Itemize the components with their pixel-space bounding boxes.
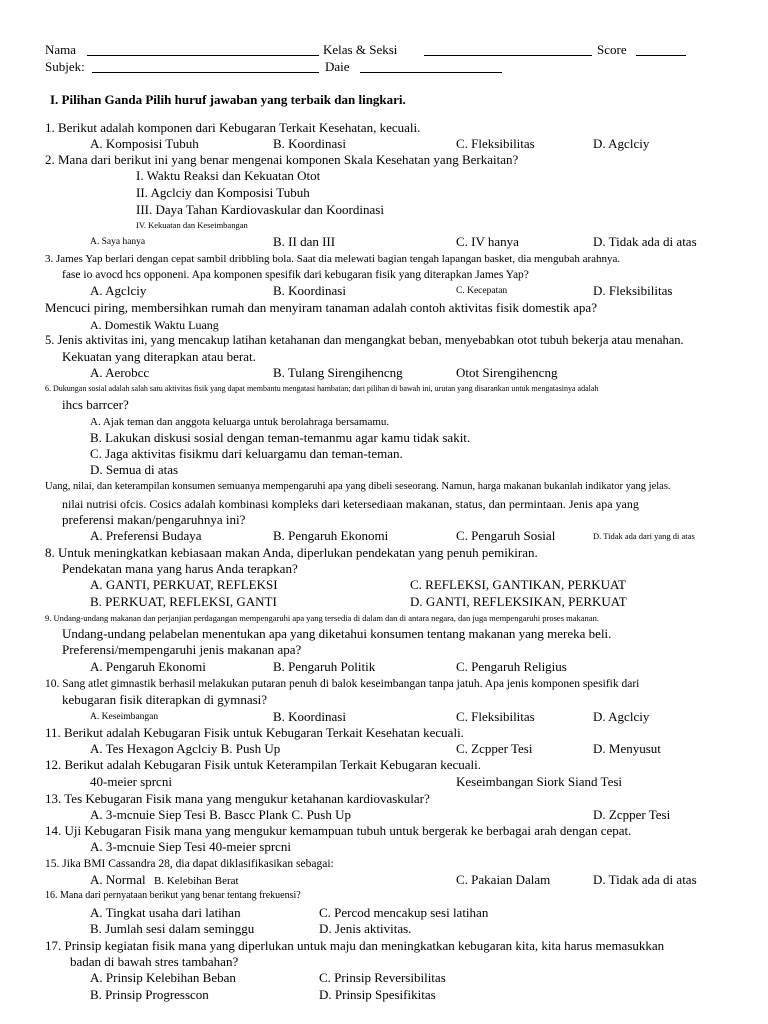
q10-option-d[interactable]: D. Agclciy: [593, 709, 650, 724]
q1-option-d[interactable]: D. Agclciy: [593, 136, 650, 151]
question-8-line-2: Pendekatan mana yang harus Anda terapkan?: [62, 561, 298, 576]
q6-option-b[interactable]: B. Lakukan diskusi sosial dengan teman-temanmu agar kamu tidak sakit.: [90, 430, 471, 445]
q9-option-b[interactable]: B. Pengaruh Politik: [273, 659, 376, 674]
q7-option-d[interactable]: D. Tidak ada dari yang di atas: [593, 531, 695, 541]
q17-option-c[interactable]: C. Prinsip Reversibilitas: [319, 970, 446, 985]
q1-option-c[interactable]: C. Fleksibilitas: [456, 136, 535, 151]
question-8-line-1: 8. Untuk meningkatkan kebiasaan makan Anda, diperlukan pendekatan yang penuh pemikiran.: [45, 545, 538, 560]
question-12: 12. Berikut adalah Kebugaran Fisik untuk Keterampilan Terkait Kebugaran kecuali.: [45, 757, 482, 772]
question-9-line-1: 9. Undang-undang makanan dan perjanjian perdagangan mempengaruhi apa yang tersedia di dalam dan di antara negara, dan juga mempengaruhi proses makanan.: [45, 613, 599, 623]
q4-option-a[interactable]: A. Domestik Waktu Luang: [90, 318, 219, 332]
q11-option-c[interactable]: C. Zcpper Tesi: [456, 741, 533, 756]
q1-option-a[interactable]: A. Komposisi Tubuh: [90, 136, 199, 151]
score-blank[interactable]: [636, 55, 686, 56]
question-6-line-1: 6. Dukungan sosial adalah salah satu aktivitas fisik yang dapat membantu mengatasi hambatan; dari pilihan di bawah ini, urutan yang disarankan untuk mengatasinya adalah: [45, 384, 599, 393]
q11-option-d[interactable]: D. Menyusut: [593, 741, 661, 756]
q8-option-a[interactable]: A. GANTI, PERKUAT, REFLEKSI: [90, 577, 278, 592]
q6-option-a[interactable]: A. Ajak teman dan anggota keluarga untuk berolahraga bersamamu.: [90, 416, 390, 428]
question-9-line-3: Preferensi/mempengaruhi jenis makanan apa?: [62, 642, 302, 657]
question-3-line-1: 3. James Yap berlari dengan cepat sambil dribbling bola. Saat dia melewati bagian tengah lapangan basket, dia mengubah arahnya.: [45, 253, 621, 265]
question-2: 2. Mana dari berikut ini yang benar mengenai komponen Skala Kesehatan yang Berkaitan?: [45, 152, 519, 167]
q17-option-d[interactable]: D. Prinsip Spesifikitas: [319, 987, 436, 1002]
q12-option-a[interactable]: 40-meier sprcni: [90, 774, 172, 789]
q15-option-a[interactable]: A. Normal: [90, 872, 146, 887]
question-9-line-2: Undang-undang pelabelan menentukan apa yang diketahui konsumen tentang makanan yang mereka beli.: [62, 626, 612, 641]
q16-option-c[interactable]: C. Percod mencakup sesi latihan: [319, 905, 489, 920]
q2-statement-4: IV. Kekuatan dan Keseimbangan: [136, 220, 248, 230]
kelas-blank[interactable]: [424, 55, 592, 56]
q15-option-d[interactable]: D. Tidak ada di atas: [593, 872, 697, 887]
q13-option-abc[interactable]: A. 3-mcnuie Siep Tesi B. Bascc Plank C. Push Up: [90, 807, 352, 822]
nama-blank[interactable]: [87, 55, 319, 56]
question-11: 11. Berikut adalah Kebugaran Fisik untuk Kebugaran Terkait Kesehatan kecuali.: [45, 725, 464, 740]
question-3-line-2: fase io avocd hcs opponeni. Apa komponen spesifik dari kebugaran fisik yang diterapkan James Yap?: [62, 269, 529, 281]
question-7-line-3: preferensi makan/pengaruhnya ini?: [62, 512, 246, 527]
q7-option-c[interactable]: C. Pengaruh Sosial: [456, 528, 556, 543]
q17-option-a[interactable]: A. Prinsip Kelebihan Beban: [90, 970, 236, 985]
q5-option-c[interactable]: Otot Sirengihencng: [456, 365, 558, 380]
q2-statement-3: III. Daya Tahan Kardiovaskular dan Koordinasi: [136, 202, 384, 217]
question-1: 1. Berikut adalah komponen dari Kebugaran Terkait Kesehatan, kecuali.: [45, 120, 421, 135]
question-10-line-1: 10. Sang atlet gimnastik berhasil melakukan putaran penuh di balok keseimbangan tanpa jatuh. Apa jenis komponen spesifik dari: [45, 678, 640, 690]
q1-option-b[interactable]: B. Koordinasi: [273, 136, 346, 151]
q2-statement-1: I. Waktu Reaksi dan Kekuatan Otot: [136, 168, 321, 183]
q3-option-b[interactable]: B. Koordinasi: [273, 283, 346, 298]
question-10-line-2: kebugaran fisik diterapkan di gymnasi?: [62, 692, 268, 707]
question-5-line-2: Kekuatan yang diterapkan atau berat.: [62, 349, 256, 364]
q15-option-b[interactable]: B. Kelebihan Berat: [154, 875, 239, 887]
question-7-line-1: Uang, nilai, dan keterampilan konsumen semuanya mempengaruhi apa yang dibeli seseorang. Namun, harga makanan bukanlah indikator yang jelas.: [45, 481, 671, 492]
kelas-label: Kelas & Seksi: [323, 42, 398, 57]
question-17-line-2: badan di bawah stres tambahan?: [70, 954, 239, 969]
question-16: 16. Mana dari pernyataan berikut yang benar tentang frekuensi?: [45, 890, 301, 901]
q3-option-a[interactable]: A. Agclciy: [90, 283, 147, 298]
q6-option-c[interactable]: C. Jaga aktivitas fisikmu dari keluargamu dan teman-teman.: [90, 446, 403, 461]
q17-option-b[interactable]: B. Prinsip Progresscon: [90, 987, 209, 1002]
q11-option-ab[interactable]: A. Tes Hexagon Agclciy B. Push Up: [90, 741, 281, 756]
question-13: 13. Tes Kebugaran Fisik mana yang mengukur ketahanan kardiovaskular?: [45, 791, 430, 806]
question-17-line-1: 17. Prinsip kegiatan fisik mana yang diperlukan untuk maju dan meningkatkan kebugaran kita, kita harus memasukkan: [45, 938, 665, 953]
q2-statement-2: II. Agclciy dan Komposisi Tubuh: [136, 185, 310, 200]
q10-option-a[interactable]: A. Keseimbangan: [90, 712, 159, 722]
q10-option-c[interactable]: C. Fleksibilitas: [456, 709, 535, 724]
q10-option-b[interactable]: B. Koordinasi: [273, 709, 346, 724]
question-6-line-2: ihcs barrcer?: [62, 397, 129, 412]
q2-option-d[interactable]: D. Tidak ada di atas: [593, 234, 697, 249]
q9-option-a[interactable]: A. Pengaruh Ekonomi: [90, 659, 206, 674]
q13-option-d[interactable]: D. Zcpper Tesi: [593, 807, 671, 822]
q2-option-b[interactable]: B. II dan III: [273, 234, 336, 249]
q8-option-b[interactable]: B. PERKUAT, REFLEKSI, GANTI: [90, 594, 277, 609]
subjek-label: Subjek:: [45, 59, 85, 74]
q6-option-d[interactable]: D. Semua di atas: [90, 462, 179, 477]
date-label: Daie: [325, 59, 350, 74]
q8-option-c[interactable]: C. REFLEKSI, GANTIKAN, PERKUAT: [410, 577, 626, 592]
q8-option-d[interactable]: D. GANTI, REFLEKSIKAN, PERKUAT: [410, 594, 627, 609]
section-title: I. Pilihan Ganda Pilih huruf jawaban yang terbaik dan lingkari.: [50, 92, 406, 107]
question-4: Mencuci piring, membersihkan rumah dan menyiram tanaman adalah contoh aktivitas fisik domestik apa?: [45, 300, 597, 315]
q2-option-c[interactable]: C. IV hanya: [456, 234, 519, 249]
question-5-line-1: 5. Jenis aktivitas ini, yang mencakup latihan ketahanan dan mengangkat beban, menyebabkan otot tubuh bekerja atau menahan.: [45, 333, 684, 347]
nama-label: Nama: [45, 42, 77, 57]
q3-option-c[interactable]: C. Kecepatan: [456, 286, 508, 296]
q9-option-c[interactable]: C. Pengaruh Religius: [456, 659, 567, 674]
question-7-line-2: nilai nutrisi ofcis. Cosics adalah kombinasi kompleks dari ketersediaan makanan, status, dan permintaan. Jenis apa yang: [62, 497, 639, 511]
q5-option-b[interactable]: B. Tulang Sirengihencng: [273, 365, 403, 380]
q7-option-a[interactable]: A. Preferensi Budaya: [90, 528, 202, 543]
q16-option-d[interactable]: D. Jenis aktivitas.: [319, 921, 412, 936]
q2-option-a[interactable]: A. Saya hanya: [90, 237, 146, 247]
q16-option-a[interactable]: A. Tingkat usaha dari latihan: [90, 905, 241, 920]
q15-option-c[interactable]: C. Pakaian Dalam: [456, 872, 551, 887]
question-14: 14. Uji Kebugaran Fisik mana yang mengukur kemampuan tubuh untuk bergerak ke berbagai arah dengan cepat.: [45, 823, 632, 838]
score-label: Score: [597, 42, 627, 57]
q14-option-a[interactable]: A. 3-mcnuie Siep Tesi 40-meier sprcni: [90, 839, 292, 854]
q7-option-b[interactable]: B. Pengaruh Ekonomi: [273, 528, 389, 543]
question-15: 15. Jika BMI Cassandra 28, dia dapat diklasifikasikan sebagai:: [45, 858, 334, 870]
subjek-blank[interactable]: [92, 72, 319, 73]
q12-option-c[interactable]: Keseimbangan Siork Siand Tesi: [456, 774, 623, 789]
date-blank[interactable]: [360, 72, 502, 73]
q16-option-b[interactable]: B. Jumlah sesi dalam seminggu: [90, 921, 255, 936]
q3-option-d[interactable]: D. Fleksibilitas: [593, 283, 673, 298]
q5-option-a[interactable]: A. Aerobcc: [90, 365, 150, 380]
